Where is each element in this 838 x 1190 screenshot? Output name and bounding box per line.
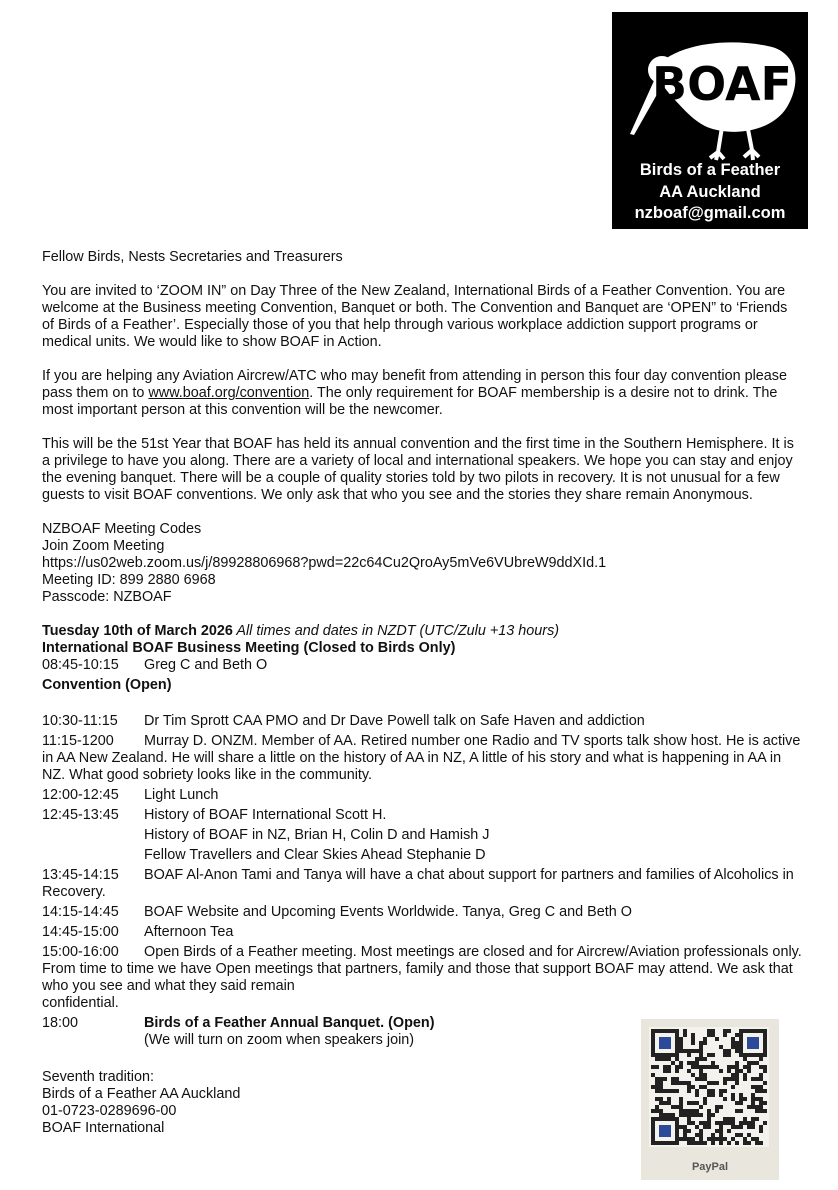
paypal-qr-code[interactable] [641, 1019, 779, 1180]
convention-heading-text: Convention (Open) [42, 677, 172, 693]
meeting-id: Meeting ID: 899 2880 6968 [42, 572, 216, 588]
schedule-desc: Open Birds of a Feather meeting. Most meetings are closed and for Aircrew/Aviation professionals only. From time to time we have Open meetings that partners, family and those that support BOAF may attend. We ask that who you see and what they said remain [42, 944, 802, 994]
paragraph-anniversary: This will be the 51st Year that BOAF has held its annual convention and the first time in the Southern Hemisphere. It is a privilege to have you along. There are a variety of local and international speakers. We hope you can stay and enjoy the evening banquet. There will be a couple of quality stories told by two pilots in recovery. It is not unusual for a few guests to visit BOAF conventions. We only ask that who you see and the stories they share remain Anonymous. [42, 436, 794, 503]
meeting-passcode: Passcode: NZBOAF [42, 589, 172, 605]
schedule-row [42, 733, 802, 784]
seventh-tradition-account: 01-0723-0289696-00 [42, 1103, 177, 1119]
schedule-time: 12:00-12:45 [42, 787, 119, 803]
seventh-tradition-heading: Seventh tradition: [42, 1069, 154, 1085]
business-heading-text: International BOAF Business Meeting (Closed to Birds Only) [42, 640, 456, 656]
qr-code-icon [641, 1019, 779, 1159]
schedule-time: 14:15-14:45 [42, 904, 119, 920]
schedule-list-afternoon [42, 867, 802, 995]
convention-heading [42, 677, 802, 694]
logo-line1: Birds of a Feather [639, 161, 781, 179]
paypal-label: PayPal [691, 1161, 729, 1173]
zoom-url[interactable]: https://us02web.zoom.us/j/89928806968?pwd=22c64Cu2QroAy5mVe6VUbreW9ddXId.1 [42, 555, 607, 571]
schedule-row [42, 944, 802, 995]
schedule-time: 12:45-13:45 [42, 807, 119, 823]
schedule-desc: Dr Tim Sprott CAA PMO and Dr Dave Powell talk on Safe Haven and addiction [144, 713, 645, 729]
banquet-time: 18:00 [42, 1015, 79, 1031]
schedule-time: 14:45-15:00 [42, 924, 119, 940]
paragraph-aviation-text: If you are helping any Aviation Aircrew/ATC who may benefit from attending in person this four day convention please pass them on to [42, 368, 788, 401]
schedule-date-line [42, 623, 802, 640]
schedule-time: 10:30-11:15 [42, 713, 118, 729]
schedule-desc: Greg C and Beth O [144, 657, 268, 673]
meeting-codes-heading: NZBOAF Meeting Codes [42, 521, 202, 537]
timezone-note: All times and dates in NZDT (UTC/Zulu +13 hours) [232, 623, 560, 639]
schedule-time: 15:00-16:00 [42, 944, 119, 960]
schedule-row [42, 713, 802, 730]
schedule-desc: History of BOAF International Scott H. [144, 807, 387, 823]
join-zoom-label: Join Zoom Meeting [42, 538, 165, 554]
schedule-desc: BOAF Al-Anon Tami and Tanya will have a chat about support for partners and families of Alcoholics in Recovery. [42, 867, 794, 900]
logo-letters: BOAF [652, 57, 792, 111]
business-heading [42, 640, 802, 657]
schedule-desc: Light Lunch [144, 787, 219, 803]
kiwi-bird-logo-icon [612, 12, 808, 162]
schedule-continued-nz: History of BOAF in NZ, Brian H, Colin D and Hamish J [144, 827, 490, 843]
schedule-list [42, 713, 802, 824]
schedule-row [42, 904, 802, 921]
logo-caption [612, 160, 808, 225]
schedule-time: 08:45-10:15 [42, 657, 119, 673]
seventh-tradition-intl: BOAF International [42, 1120, 165, 1136]
schedule-continued-fellow: Fellow Travellers and Clear Skies Ahead Stephanie D [144, 847, 486, 863]
schedule-row [42, 657, 802, 674]
schedule-desc: Afternoon Tea [144, 924, 234, 940]
schedule-row [42, 807, 802, 824]
schedule-row [42, 787, 802, 804]
paragraph-aviation-text-end: . The only requirement for BOAF membership is a desire not to drink. The most important person at this convention will be the newcomer. [42, 385, 778, 418]
schedule-time: 11:15-1200 [42, 733, 114, 749]
banquet-title: Birds of a Feather Annual Banquet. (Open) [144, 1015, 435, 1031]
schedule-row [42, 924, 802, 941]
schedule-row [42, 867, 802, 901]
confidential-line: confidential. [42, 995, 119, 1011]
schedule-time: 13:45-14:15 [42, 867, 119, 883]
logo-line2: AA Auckland [659, 182, 761, 201]
paragraph-invitation: You are invited to ‘ZOOM IN” on Day Three of the New Zealand, International Birds of a Feather Convention. You are welcome at the Business meeting Convention, Banquet or both. The Convention and Banquet are ‘OPEN” to ‘Friends of Birds of a Feather’. Especially those of you that help through various workplace addiction support programs or medical units. We would like to show BOAF in Action. [42, 283, 788, 350]
convention-link[interactable]: www.boaf.org/convention [148, 385, 310, 401]
greeting: Fellow Birds, Nests Secretaries and Treasurers [42, 249, 343, 265]
banquet-note: (We will turn on zoom when speakers join) [144, 1032, 415, 1048]
letter-body [42, 249, 802, 1137]
schedule-desc: BOAF Website and Upcoming Events Worldwide. Tanya, Greg C and Beth O [144, 904, 632, 920]
schedule-date: Tuesday 10th of March 2026 [42, 623, 233, 639]
logo-email[interactable]: nzboaf@gmail.com [634, 204, 786, 222]
seventh-tradition-name: Birds of a Feather AA Auckland [42, 1086, 241, 1102]
schedule-desc: Murray D. ONZM. Member of AA. Retired number one Radio and TV sports talk show host. He is active in AA New Zealand. He will share a little on the history of AA in NZ, A little of his story and what is happening in AA in NZ. What good sobriety looks like in the community. [42, 733, 801, 783]
paragraph-aviation [42, 368, 802, 419]
boaf-logo [612, 12, 808, 229]
